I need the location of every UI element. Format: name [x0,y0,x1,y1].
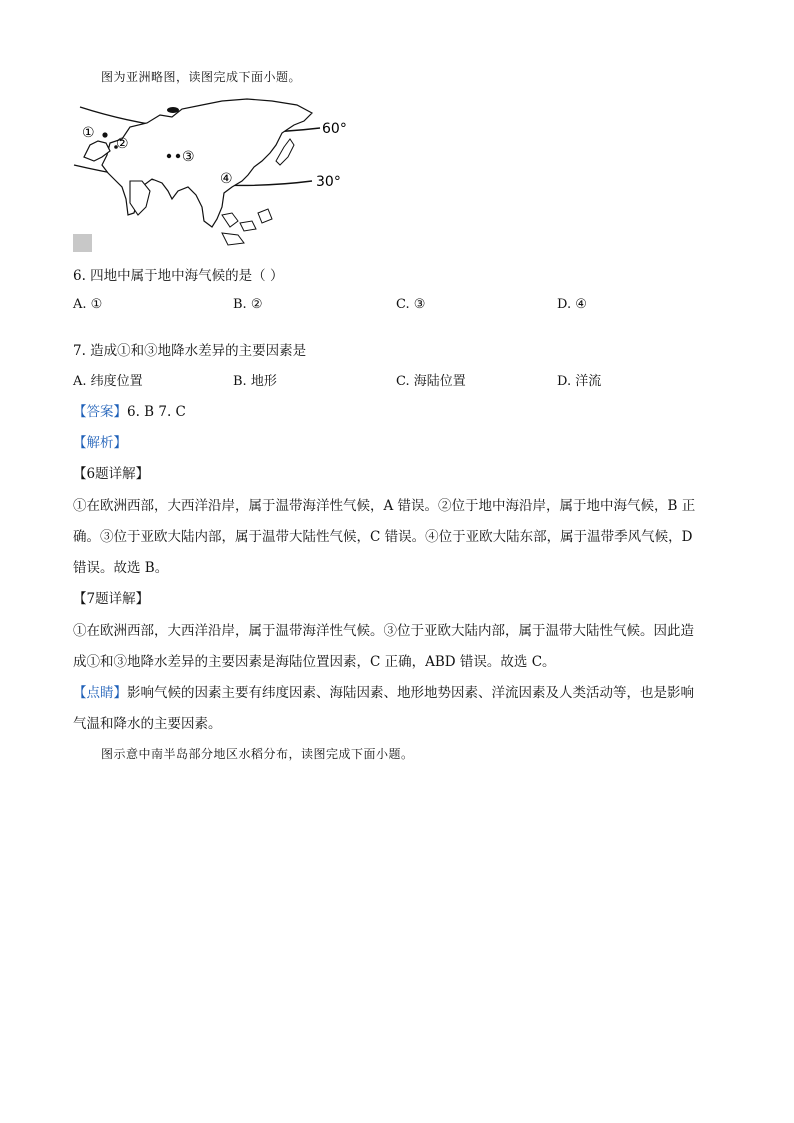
tip-text-1: 影响气候的因素主要有纬度因素、海陆因素、地形地势因素、洋流因素及人类活动等，也是影响 [127,685,694,701]
detail-6-line-2: 确。③位于亚欧大陆内部，属于温带大陆性气候，C 错误。④位于亚欧大陆东部，属于温带季风气候，D [73,529,693,545]
tip-line-1 [73,681,694,701]
answer-text: 6. B 7. C [127,404,186,420]
marker-3-label: ③ [182,149,195,165]
marker-2-label: ② [116,136,129,152]
question-6-option-d: D. ④ [557,297,587,312]
intro-asia-map: 图为亚洲略图，读图完成下面小题。 [101,70,302,84]
lat-30-label: 30° [316,174,341,190]
analysis-label: 【解析】 [73,435,127,451]
question-7-option-a: A. 纬度位置 [73,374,143,389]
answer-label: 【答案】 [73,404,127,420]
detail-6-line-1: ①在欧洲西部，大西洋沿岸，属于温带海洋性气候，A 错误。②位于地中海沿岸，属于地中海气候，B 正 [73,498,696,514]
answer-line [73,400,186,420]
detail-7-line-1: ①在欧洲西部，大西洋沿岸，属于温带海洋性气候。③位于亚欧大陆内部，属于温带大陆性气候。因此造 [73,623,694,639]
lat-60-label: 60° [322,121,347,137]
japan-outline [276,139,294,165]
question-7-option-b: B. 地形 [233,374,277,389]
point-1-dot [102,132,107,137]
question-7-option-d: D. 洋流 [557,374,602,389]
tip-line-2: 气温和降水的主要因素。 [73,716,222,732]
detail-6-title: 【6题详解】 [73,466,150,482]
intro-rice-map: 图示意中南半岛部分地区水稻分布，读图完成下面小题。 [101,747,414,761]
tip-label: 【点睛】 [73,685,127,701]
question-6-option-a: A. ① [73,297,103,312]
detail-7-title: 【7题详解】 [73,591,150,607]
lake-baikal-mark [167,107,179,113]
gray-placeholder-box [73,234,92,252]
question-6-option-b: B. ② [233,297,263,312]
asia-sketch-map [72,95,362,260]
question-7-option-c: C. 海陆位置 [396,374,466,389]
marker-4-label: ④ [220,171,233,187]
point-3-dot-a [167,154,171,158]
marker-1-label: ① [82,125,95,141]
sea-islands [222,209,272,245]
question-7-stem: 7. 造成①和③地降水差异的主要因素是 [73,343,307,359]
detail-7-line-2: 成①和③地降水差异的主要因素是海陆位置因素，C 正确，ABD 错误。故选 C。 [73,654,556,670]
detail-6-line-3: 错误。故选 B。 [73,560,169,576]
point-3-dot-b [176,154,180,158]
question-6-stem: 6. 四地中属于地中海气候的是（ ） [73,268,284,284]
question-6-option-c: C. ③ [396,297,426,312]
